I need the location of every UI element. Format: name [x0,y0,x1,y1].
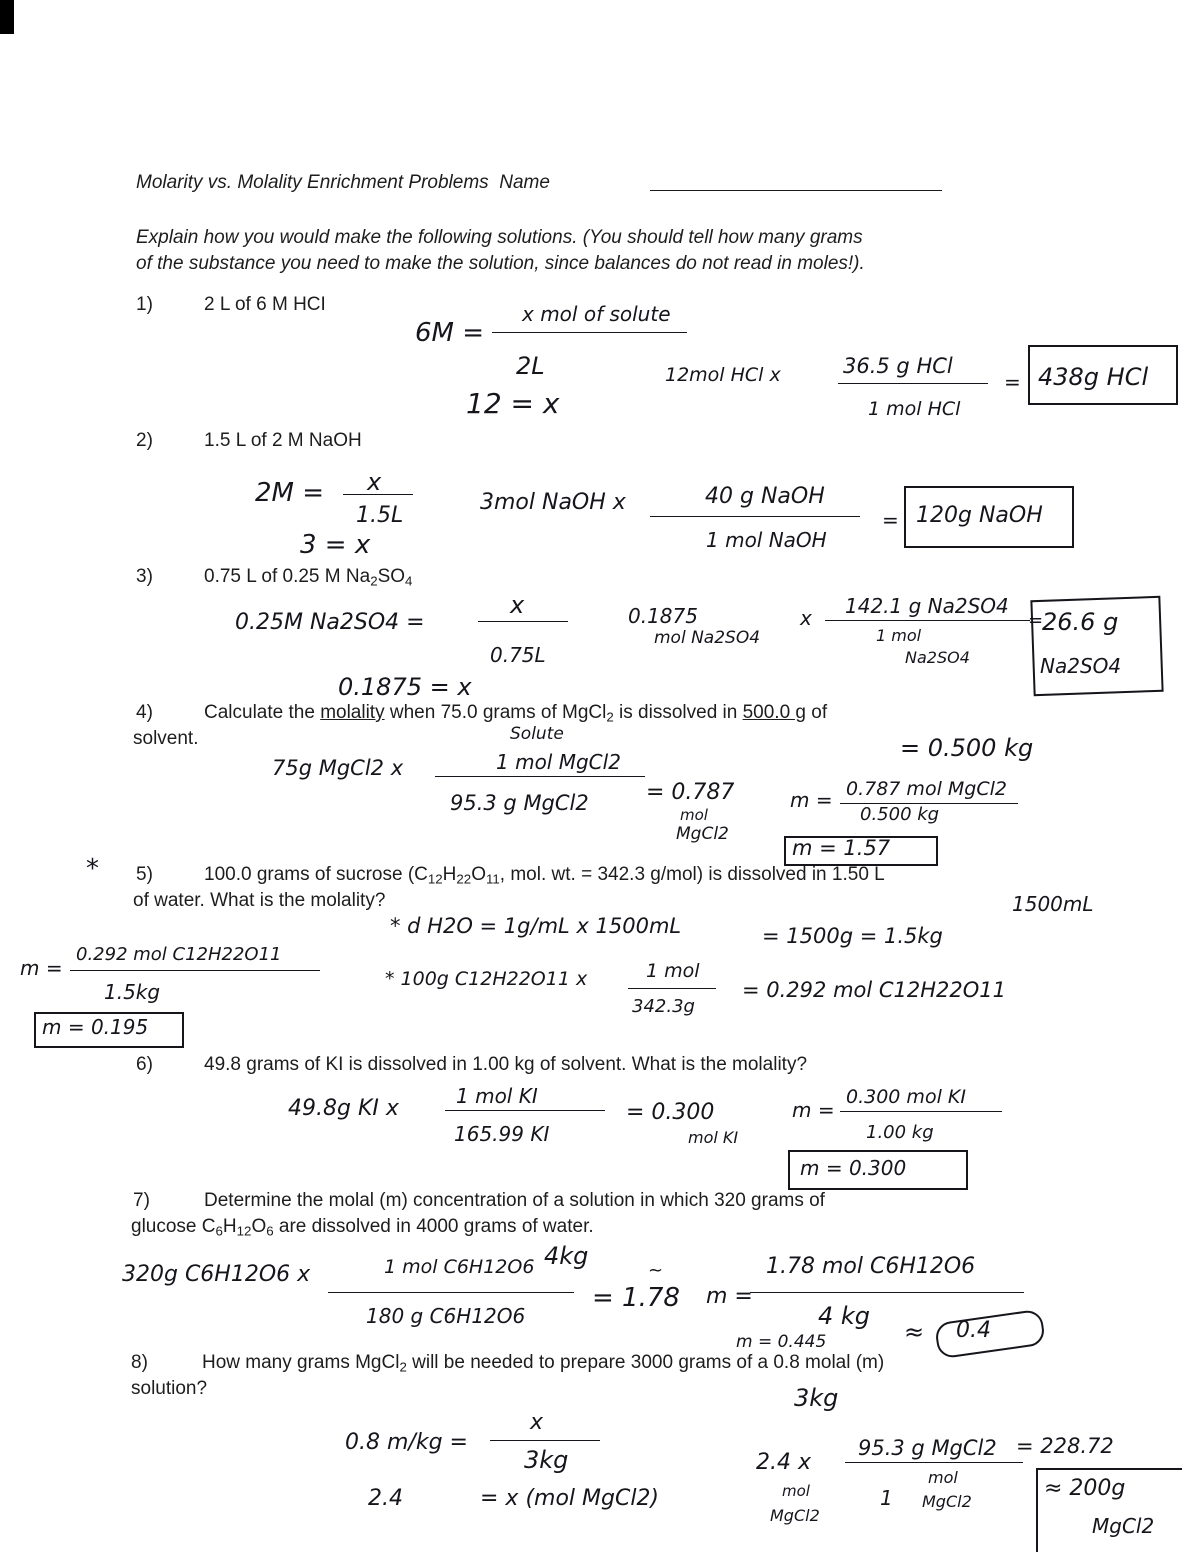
problem-4-number: 4) [136,702,153,723]
hw-6-molality-lhs: m = [792,1098,835,1122]
hw-6-numerator: 1 mol KI [456,1084,538,1108]
hw-1-denominator: 2L [516,352,545,380]
hw-7-approx: ~ [648,1260,664,1281]
hw-2-conversion-bar [650,516,860,517]
hw-1-numerator: x mol of solute [522,302,671,326]
hw-3-fraction-bar [478,621,568,622]
hw-4-molality-lhs: m = [790,788,833,812]
hw-6-molality-denominator: 1.00 kg [866,1122,934,1143]
hw-6-moles-2: mol KI [688,1128,739,1147]
hw-5-density: * d H2O = 1g/mL x 1500mL [390,914,682,938]
hw-8-fraction-bar [490,1440,600,1441]
hw-5-conversion-denominator: 342.3g [632,996,695,1017]
problem-8-text: How many grams MgCl$_2$ will be needed to prepare 3000 grams of a 0.8 molal (m) [202,1352,885,1375]
hw-5-star: * [86,854,99,884]
hw-3-multiply: x [800,606,812,630]
hw-3-conversion-numerator: 142.1 g Na2SO4 [845,594,1009,618]
hw-4-numerator: 1 mol MgCl2 [496,750,621,774]
hw-3-conversion-start-1: 0.1875 [628,604,698,628]
problem-7-number: 7) [133,1190,150,1211]
problem-8-number: 8) [131,1352,148,1373]
hw-2-equals: = [882,508,899,532]
hw-7-numerator: 1 mol C6H12O6 [384,1256,535,1278]
hw-7-molality-numerator: 1.78 mol C6H12O6 [766,1254,976,1279]
hw-4-kg-conversion: = 0.500 kg [900,734,1034,762]
hw-5-answer: m = 0.195 [42,1015,149,1039]
hw-6-molality-numerator: 0.300 mol KI [846,1086,966,1108]
instructions-line-1: Explain how you would make the following solutions. (You should tell how many grams [136,227,863,248]
hw-2-conversion-numerator: 40 g NaOH [705,484,825,509]
hw-2-denominator: 1.5L [356,503,404,528]
hw-8-result-right: = x (mol MgCl2) [480,1486,660,1511]
hw-7-molality-denominator: 4 kg [818,1302,871,1330]
hw-6-start: 49.8g KI x [288,1096,399,1121]
problem-2-text: 1.5 L of 2 M NaOH [204,430,362,451]
hw-7-molality-lhs: m = [706,1284,753,1309]
hw-8-result-left: 2.4 [368,1486,403,1511]
hw-7-kg: 4kg [544,1242,589,1270]
hw-2-lhs: 2M = [255,478,325,508]
hw-2-answer: 120g NaOH [916,503,1043,528]
hw-8-answer: ≈ 200g [1044,1476,1126,1501]
hw-8-lhs: 0.8 m/kg = [345,1430,468,1455]
hw-1-fraction-bar [492,332,687,333]
problem-3-number: 3) [136,566,153,587]
hw-8-conversion-start-1: 2.4 x [756,1450,811,1475]
problem-6-text: 49.8 grams of KI is dissolved in 1.00 kg of solvent. What is the molality? [204,1054,808,1075]
hw-3-answer-2: Na2SO4 [1040,654,1122,678]
hw-7-moles: = 1.78 [592,1283,680,1313]
hw-6-moles-1: = 0.300 [626,1100,715,1125]
hw-6-answer: m = 0.300 [800,1156,907,1180]
hw-8-conversion-bar [845,1462,1023,1463]
hw-1-conversion-bar [838,383,988,384]
problem-4-text-line-2: solvent. [133,728,199,749]
problem-6-number: 6) [136,1054,153,1075]
hw-7-boxed-answer: 0.4 [956,1318,991,1343]
hw-3-answer-1: 26.6 g [1042,608,1119,636]
hw-3-conversion-denominator-2: Na2SO4 [905,648,970,667]
hw-5-ml: 1500mL [1012,892,1094,916]
instructions-line-2: of the substance you need to make the solution, since balances do not read in moles!). [136,253,865,274]
hw-3-denominator: 0.75L [490,643,546,667]
name-blank-line [650,190,942,191]
hw-5-molality-denominator: 1.5kg [104,980,161,1004]
hw-2-fraction-bar [343,494,413,495]
hw-2-conversion-start: 3mol NaOH x [480,490,626,515]
problem-2-number: 2) [136,430,153,451]
scan-corner-mark [0,0,14,34]
hw-3-conversion-denominator-1: 1 mol [876,626,922,645]
problem-5-text-line-2: of water. What is the molality? [133,890,386,911]
hw-7-answer: m = 0.445 [736,1332,827,1352]
hw-8-conversion-start-3: MgCl2 [770,1506,820,1525]
hw-3-equals: = [1028,610,1044,631]
hw-8-kg: 3kg [794,1384,839,1412]
hw-6-fraction-bar [445,1110,605,1111]
hw-5-molality-lhs: m = [20,956,63,980]
problem-1-text: 2 L of 6 M HCI [204,294,326,315]
hw-4-answer: m = 1.57 [792,836,891,860]
hw-7-approx-2: ≈ [904,1318,925,1346]
problem-7-text-line-1: Determine the molal (m) concentration of a solution in which 320 grams of [204,1190,825,1211]
hw-1-conversion-numerator: 36.5 g HCl [843,354,953,378]
hw-1-result: 12 = x [466,387,560,420]
hw-8-numerator: x [530,1410,544,1435]
hw-7-fraction-bar [328,1292,574,1293]
hw-3-conversion-start-2: mol Na2SO4 [654,628,761,648]
hw-8-answer-unit: MgCl2 [1092,1514,1155,1538]
problem-5-text: 100.0 grams of sucrose ($C_{12}H_{22}O_{11}$, mol. wt. = 342.3 g/mol) is dissolved in 1.50 L [204,864,885,887]
problem-1-number: 1) [136,294,153,315]
hw-4-start: 75g MgCl2 x [272,756,404,780]
hw-5-conversion-bar [628,988,716,989]
problem-5-number: 5) [136,864,153,885]
hw-3-conversion-bar [825,620,1030,621]
hw-5-conversion-start: * 100g C12H22O11 x [385,968,588,990]
hw-5-molality-bar [70,970,320,971]
hw-6-molality-bar [840,1111,1002,1112]
hw-1-lhs: 6M = [415,318,485,348]
problem-7-text-line-2: glucose $C_6H_{12}O_6$ are dissolved in 4000 grams of water. [131,1216,594,1239]
hw-3-result: 0.1875 = x [338,673,472,701]
hw-2-conversion-denominator: 1 mol NaOH [706,528,827,552]
hw-5-conversion-numerator: 1 mol [646,960,700,982]
hw-7-start: 320g C6H12O6 x [122,1262,311,1287]
hw-1-conversion-start: 12mol HCl x [665,364,781,386]
hw-2-result: 3 = x [300,530,371,560]
hw-8-conversion-denominator-2: mol [928,1468,958,1487]
hw-4-moles-1: = 0.787 [646,780,735,805]
hw-1-answer: 438g HCl [1038,363,1149,391]
hw-4-denominator: 95.3 g MgCl2 [450,791,589,815]
hw-4-solute-label: Solute [510,724,564,744]
hw-1-equals: = [1004,370,1021,394]
hw-7-denominator: 180 g C6H12O6 [366,1304,526,1328]
hw-5-mass: = 1500g = 1.5kg [762,924,943,948]
hw-5-molality-numerator: 0.292 mol C12H22O11 [76,944,282,965]
hw-5-moles: = 0.292 mol C12H22O11 [742,978,1007,1002]
worksheet-title: Molarity vs. Molality Enrichment Problems Name [136,172,550,193]
hw-8-conversion-numerator: 95.3 g MgCl2 [858,1436,997,1460]
hw-8-result: = 228.72 [1016,1434,1114,1458]
hw-4-molality-denominator: 0.500 kg [860,804,940,825]
hw-4-moles-3: MgCl2 [676,824,729,844]
problem-4-text: Calculate the molality when 75.0 grams of MgCl$_2$ is dissolved in 500.0 g of [204,702,828,725]
hw-6-denominator: 165.99 KI [454,1122,550,1146]
hw-4-fraction-bar [435,776,645,777]
hw-7-molality-bar [750,1292,1024,1293]
hw-1-conversion-denominator: 1 mol HCl [868,398,961,420]
hw-2-numerator: x [367,468,382,496]
hw-8-conversion-start-2: mol [782,1482,810,1500]
hw-4-moles-2: mol [680,806,708,824]
hw-8-conversion-denominator-3: MgCl2 [922,1492,972,1511]
hw-3-numerator: x [510,591,525,619]
hw-8-conversion-denominator-1: 1 [880,1486,893,1510]
problem-8-text-line-2: solution? [131,1378,208,1399]
hw-8-denominator: 3kg [524,1446,569,1474]
hw-3-lhs: 0.25M Na2SO4 = [235,610,425,635]
problem-3-text: 0.75 L of 0.25 M $Na_2SO_4$ [204,566,413,589]
hw-4-molality-numerator: 0.787 mol MgCl2 [846,778,1007,800]
